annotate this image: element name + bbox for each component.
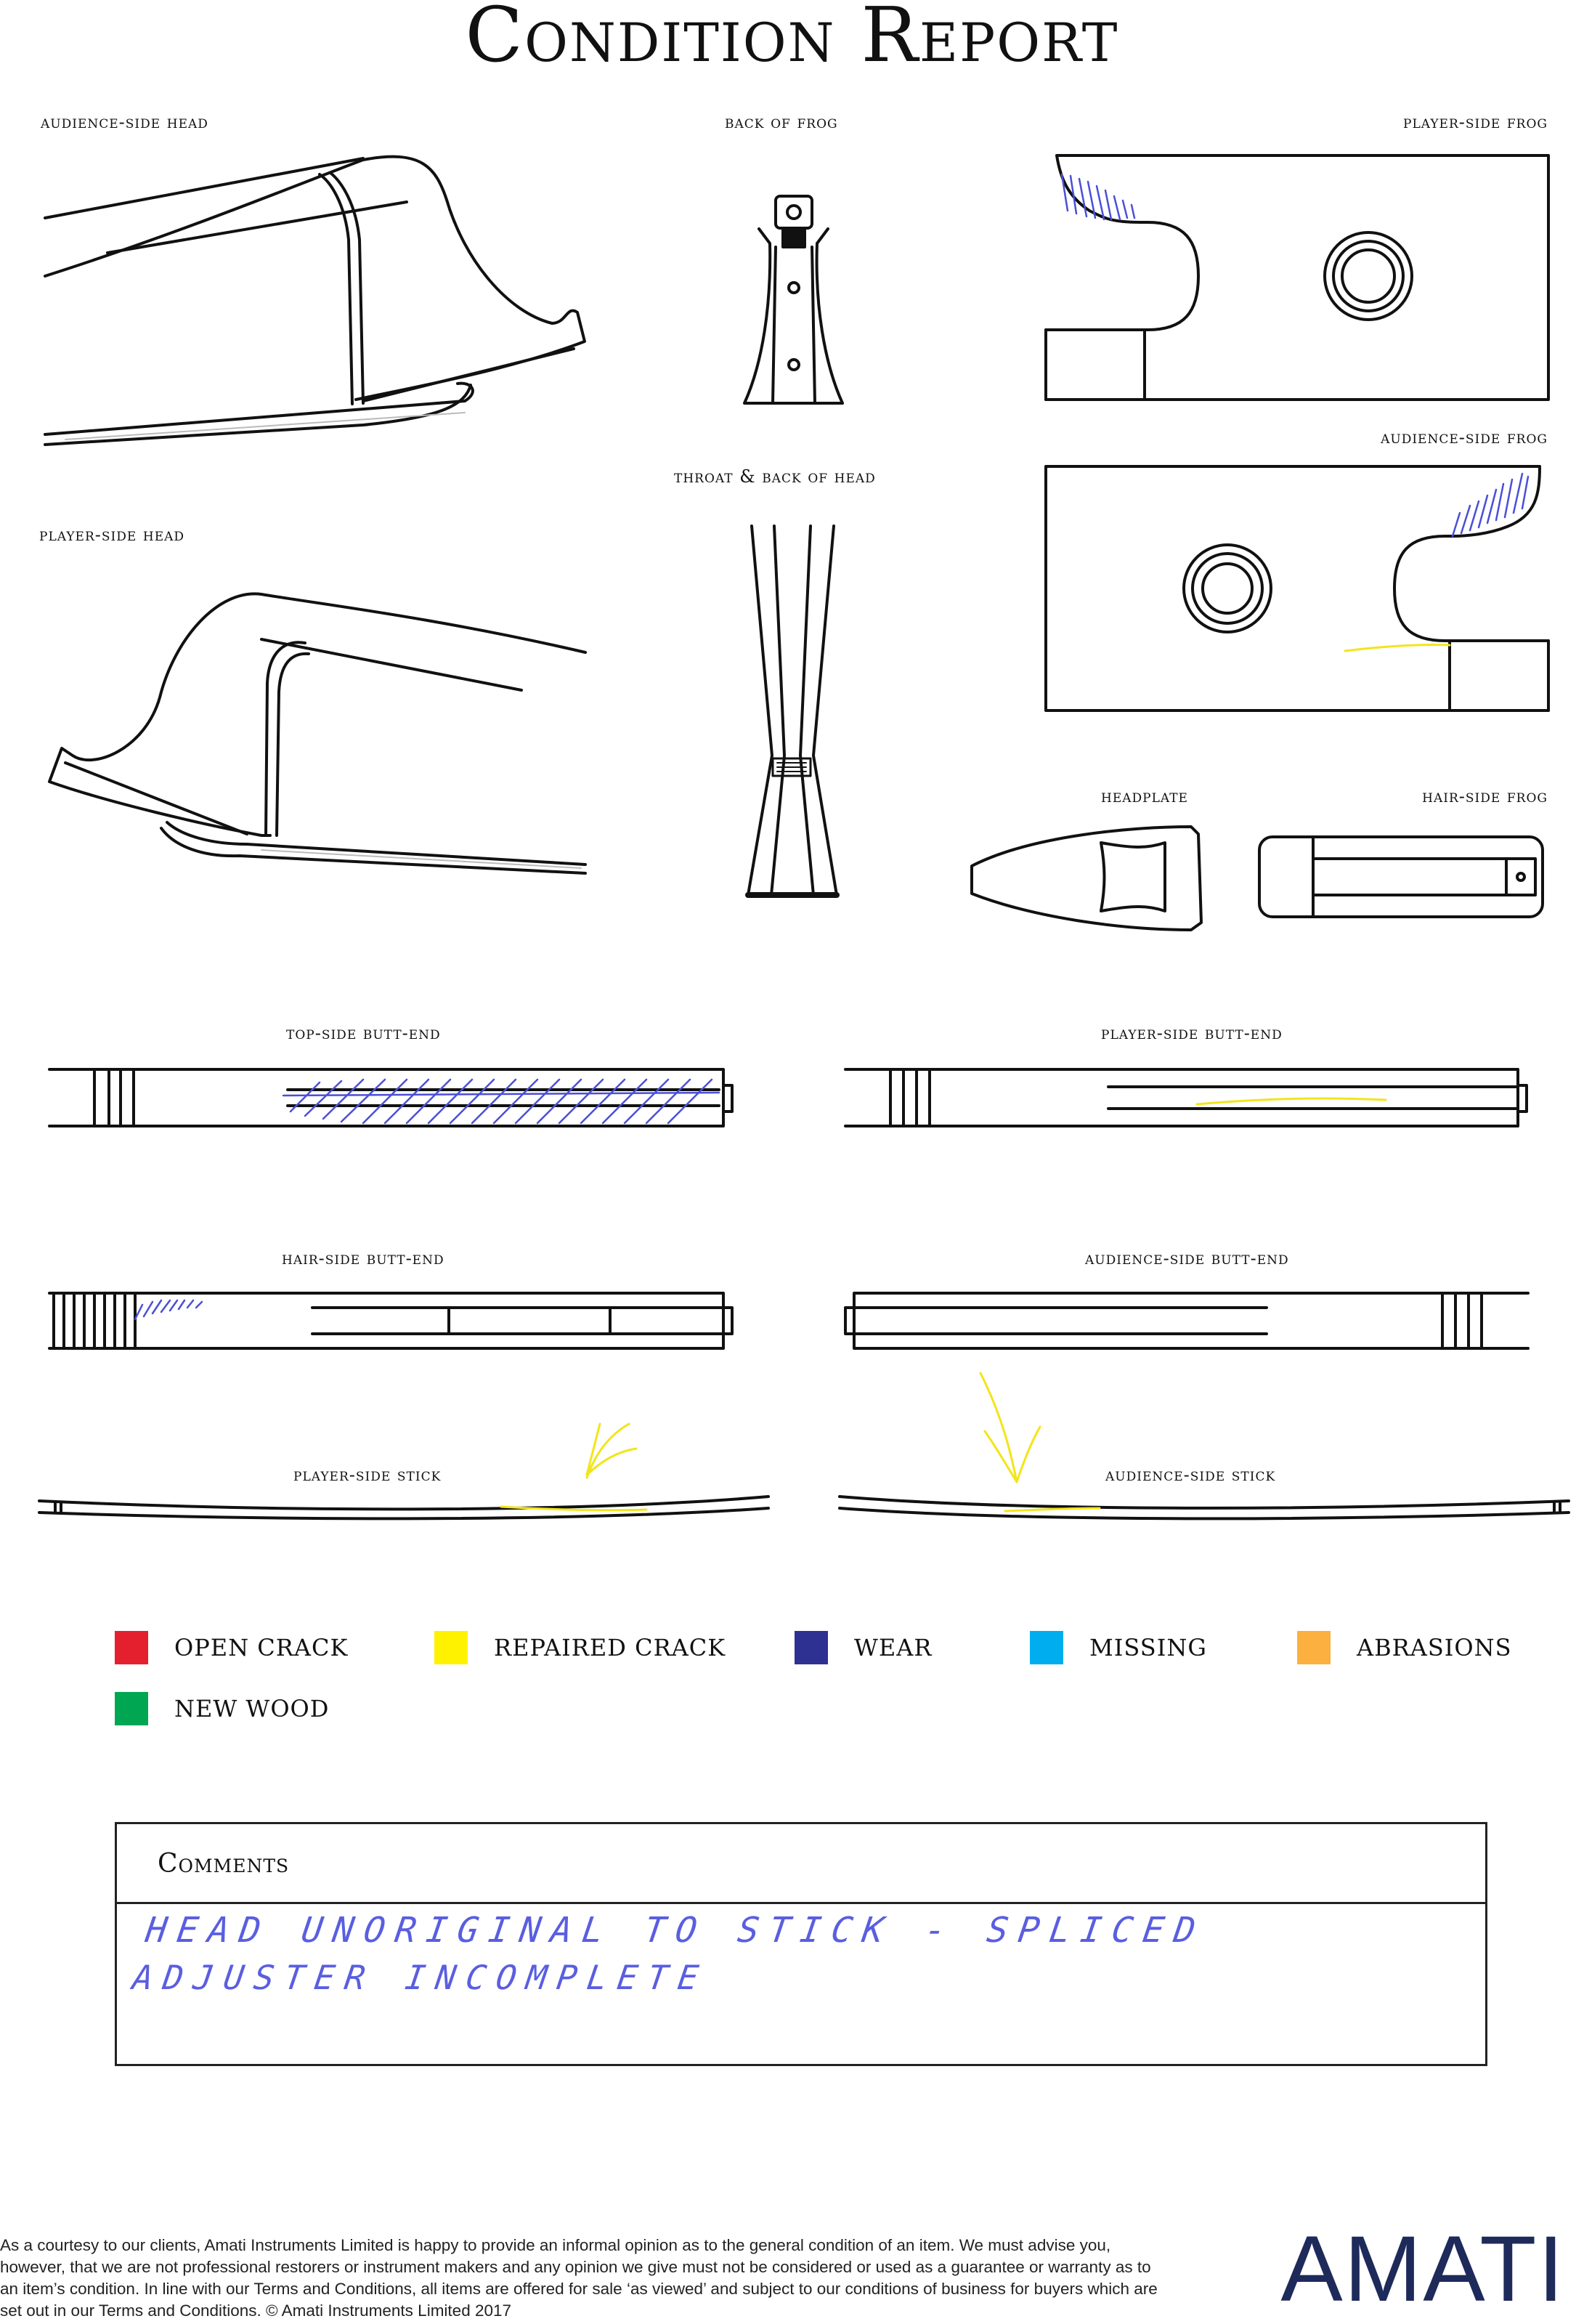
legend-swatch-new-wood (115, 1692, 148, 1725)
legend-repaired-crack (434, 1630, 726, 1665)
repaired-crack-markings (501, 644, 1450, 1511)
label-hair-side-butt-end: hair-side butt-end (282, 1248, 444, 1268)
legend-swatch-repaired-crack (434, 1631, 468, 1664)
label-player-side-head: player-side head (39, 525, 185, 545)
audience-side-frog-drawing (1046, 466, 1548, 710)
legend-label-repaired-crack: REPAIRED CRACK (494, 1634, 726, 1661)
label-hair-side-frog: hair-side frog (1422, 786, 1548, 806)
throat-back-of-head-drawing (748, 526, 837, 895)
label-audience-side-head: audience-side head (41, 112, 208, 132)
label-player-side-stick: player-side stick (293, 1465, 442, 1485)
label-audience-side-frog: audience-side frog (1381, 427, 1548, 448)
legend-swatch-wear (795, 1631, 828, 1664)
audience-side-butt-end-drawing (845, 1293, 1528, 1348)
page-title: Condition Report (465, 0, 1119, 79)
legend-open-crack (115, 1630, 348, 1665)
legend-label-wear: WEAR (854, 1634, 933, 1661)
player-side-head-drawing (49, 594, 585, 873)
legend-abrasions (1297, 1630, 1512, 1665)
label-top-side-butt-end: top-side butt-end (286, 1023, 441, 1043)
headplate-drawing (972, 827, 1201, 930)
legend-swatch-open-crack (115, 1631, 148, 1664)
label-back-of-frog: back of frog (725, 112, 838, 132)
legend-label-missing: MISSING (1089, 1634, 1207, 1661)
label-throat-back-of-head: throat & back of head (674, 466, 876, 487)
wear-markings (135, 174, 1528, 1319)
legend-wear (795, 1630, 932, 1665)
label-audience-side-stick: audience-side stick (1105, 1465, 1276, 1485)
label-audience-side-butt-end: audience-side butt-end (1085, 1248, 1289, 1268)
comments-box (115, 1822, 1487, 2066)
brand-logo: AMATI (1280, 2217, 1565, 2321)
comment-line-1: HEAD UNORIGINAL TO STICK - SPLICED (143, 1910, 1209, 1951)
audience-side-stick-drawing (840, 1497, 1569, 1518)
label-player-side-butt-end: player-side butt-end (1101, 1023, 1283, 1043)
player-side-stick-drawing (39, 1497, 768, 1518)
comment-line-2: ADJUSTER INCOMPLETE (130, 1958, 711, 1997)
player-side-frog-drawing (1046, 155, 1548, 400)
legend-label-abrasions: ABRASIONS (1357, 1634, 1512, 1661)
legend-missing (1030, 1630, 1207, 1665)
comments-header (117, 1824, 1485, 1904)
audience-side-head-drawing (45, 157, 585, 445)
label-player-side-frog: player-side frog (1403, 112, 1548, 132)
legend-new-wood (115, 1691, 329, 1726)
label-headplate: headplate (1101, 786, 1188, 806)
legend-label-new-wood: NEW WOOD (174, 1695, 330, 1722)
player-side-butt-end-drawing (845, 1069, 1527, 1126)
legend-swatch-abrasions (1297, 1631, 1331, 1664)
legend-swatch-missing (1030, 1631, 1063, 1664)
comments-title: Comments (158, 1849, 290, 1879)
back-of-frog-drawing (744, 196, 842, 403)
footer-disclaimer: As a courtesy to our clients, Amati Instruments Limited is happy to provide an informal opinion as to the general condition of an item. We must advise you, however, that we are not professional restorers or instrument makers and any opinion we give must not be considered or used as a guarantee or warranty as to an item’s condition. In line with our Terms and Conditions, all items are offered for sale ‘as viewed’ and subject to our conditions of business for buyers which are set out in our Terms and Conditions. © Amati Instruments Limited 2017 (0, 2236, 1158, 2320)
hair-side-frog-drawing (1259, 837, 1543, 917)
legend-label-open-crack: OPEN CRACK (174, 1634, 349, 1661)
